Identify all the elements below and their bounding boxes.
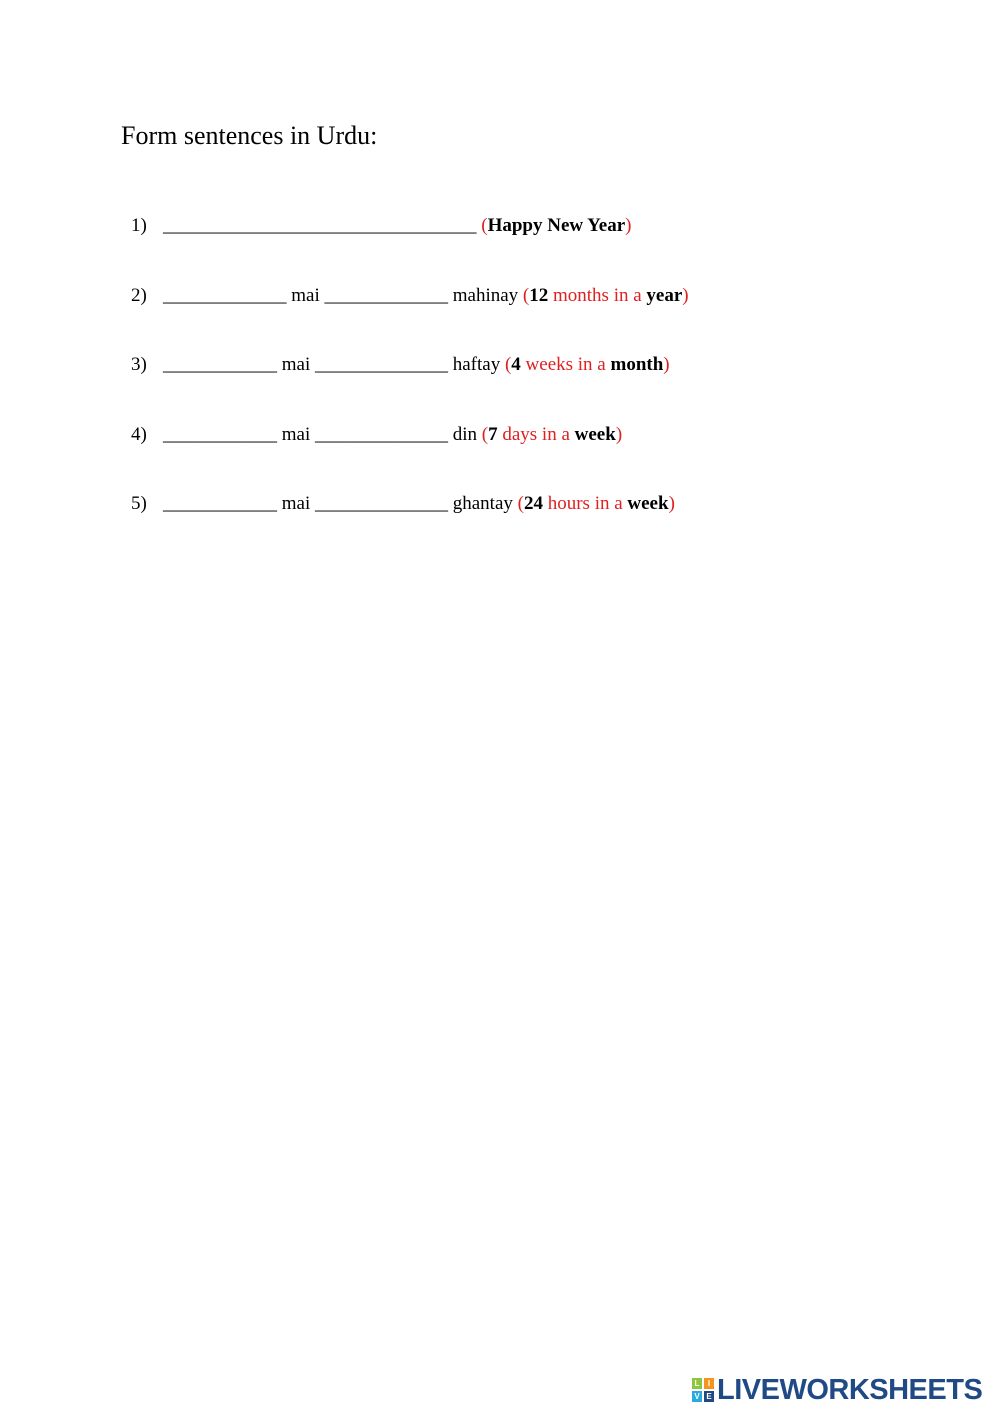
item-number: 2) — [131, 285, 147, 306]
item-number: 1) — [131, 215, 147, 236]
item-number: 5) — [131, 493, 147, 514]
hint-middle: hours in a — [542, 493, 628, 514]
exercise-item-2 — [131, 283, 689, 309]
close-paren: ) — [663, 354, 670, 375]
hint-bold-2: year — [646, 285, 683, 306]
item-prompt: ____________ mai ______________ din — [163, 424, 482, 445]
close-paren: ) — [682, 285, 689, 306]
exercise-item-5 — [131, 491, 675, 517]
exercise-item-3 — [131, 352, 670, 378]
item-prompt: ____________ mai ______________ ghantay — [163, 493, 518, 514]
item-prompt: ____________ mai ______________ haftay — [163, 354, 505, 375]
close-paren: ) — [668, 493, 675, 514]
close-paren: ) — [625, 215, 632, 236]
liveworksheets-logo — [692, 1375, 982, 1405]
open-paren: ( — [504, 354, 512, 375]
open-paren: ( — [481, 424, 489, 445]
logo-text: LIVEWORKSHEETS — [717, 1373, 983, 1406]
hint-bold-2: month — [610, 354, 664, 375]
hint-bold-2: week — [627, 493, 669, 514]
hint-bold-1: 4 — [511, 354, 521, 375]
open-paren: ( — [517, 493, 524, 514]
hint-middle: days in a — [497, 424, 575, 445]
hint-bold-1: 12 — [529, 285, 549, 306]
close-paren: ) — [615, 424, 623, 445]
hint-bold-2: week — [574, 424, 616, 445]
logo-icon — [692, 1378, 714, 1402]
logo-mark-l: L — [692, 1378, 702, 1389]
hint-middle: months in a — [548, 285, 647, 306]
exercise-item-1 — [131, 213, 631, 239]
hint-bold-1: 24 — [523, 493, 543, 514]
logo-mark-i: I — [704, 1378, 714, 1389]
logo-mark-v: V — [692, 1391, 702, 1402]
logo-mark-e: E — [704, 1391, 714, 1402]
hint-middle: weeks in a — [520, 354, 611, 375]
hint-bold-1: Happy New Year — [487, 215, 626, 236]
item-number: 4) — [131, 424, 147, 445]
item-prompt: _____________ mai _____________ mahinay — [163, 285, 523, 306]
item-number: 3) — [131, 354, 147, 375]
open-paren: ( — [481, 215, 488, 236]
hint-bold-1: 7 — [488, 424, 498, 445]
item-prompt: _________________________________ — [163, 215, 482, 236]
open-paren: ( — [522, 285, 530, 306]
page-title: Form sentences in Urdu: — [121, 121, 378, 150]
exercise-item-4 — [131, 422, 622, 448]
